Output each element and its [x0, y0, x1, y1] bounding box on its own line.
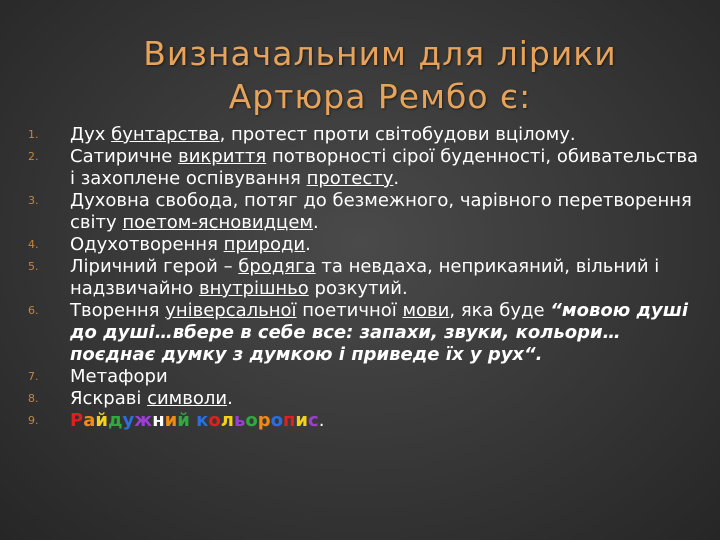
item-number: 5.: [28, 260, 39, 273]
rainbow-letter: н: [152, 410, 165, 431]
list-item: [28, 410, 698, 432]
rainbow-letter: о: [270, 410, 283, 431]
rainbow-letter: о: [208, 410, 221, 431]
rainbow-letter: ж: [134, 410, 153, 431]
item-number: 2.: [28, 150, 39, 163]
item-text: Дух: [70, 124, 112, 145]
list-item: [28, 190, 698, 234]
item-text: та невдаха, неприкаяний, вільний і надзвичайно: [70, 256, 660, 299]
item-text: Метафори: [70, 366, 168, 387]
list-item: [28, 256, 698, 300]
item-number: 3.: [28, 194, 39, 207]
rainbow-letter: Р: [70, 410, 84, 431]
list-item: [28, 300, 698, 366]
underlined-term: поетом-ясновидцем: [122, 212, 313, 233]
item-number: 6.: [28, 304, 39, 317]
item-text: Одухотворення: [70, 234, 224, 255]
underlined-term: мови: [402, 300, 450, 321]
title-line-2: Артюра Рембо є:: [228, 77, 532, 116]
rainbow-letter: й: [177, 410, 190, 431]
rainbow-text: [70, 410, 319, 431]
rainbow-letter: р: [257, 410, 271, 431]
underlined-term: універсальної: [165, 300, 297, 321]
underlined-term: бунтарства: [111, 124, 220, 145]
list-item: [28, 146, 698, 190]
rainbow-letter: у: [122, 410, 135, 431]
item-text: .: [393, 168, 400, 189]
rainbow-letter: к: [196, 410, 209, 431]
item-text: Яскраві: [70, 388, 148, 409]
item-number: 1.: [28, 128, 39, 141]
item-text: потворності сірої буденності, обивательства і захоплене оспівування: [70, 146, 698, 189]
item-text: Творення: [70, 300, 166, 321]
underlined-term: викриття: [178, 146, 267, 167]
item-number: 7.: [28, 370, 39, 383]
item-text: Духовна свобода, потяг до безмежного, чарівного перетворення світу: [70, 190, 692, 233]
list-item: [28, 124, 698, 146]
rainbow-letter: л: [220, 410, 234, 431]
item-number: 8.: [28, 392, 39, 405]
underlined-term: протесту: [306, 168, 394, 189]
list-item: [28, 366, 698, 388]
underlined-term: бродяга: [238, 256, 316, 277]
rainbow-letter: д: [107, 410, 123, 431]
rainbow-letter: и: [295, 410, 309, 431]
item-text: .: [312, 212, 319, 233]
item-text: розкутий.: [308, 278, 408, 299]
rainbow-letter: с: [308, 410, 319, 431]
slide-title: [80, 32, 680, 118]
rainbow-letter: й: [95, 410, 108, 431]
item-text: , яка буде: [449, 300, 551, 321]
feature-list: [28, 124, 698, 432]
underlined-term: символи: [147, 388, 228, 409]
item-text: .: [318, 410, 325, 431]
title-line-1: Визначальним для лірики: [143, 34, 617, 73]
item-text: .: [305, 234, 311, 255]
underlined-term: природи: [223, 234, 306, 255]
rainbow-letter: п: [282, 410, 296, 431]
item-text: Сатиричне: [70, 146, 179, 167]
rainbow-letter: о: [245, 410, 258, 431]
list-item: [28, 388, 698, 410]
item-number: 9.: [28, 414, 39, 427]
rainbow-letter: и: [164, 410, 178, 431]
item-text: поетичної: [296, 300, 403, 321]
item-text: , протест проти світобудови вцілому.: [219, 124, 576, 145]
item-number: 4.: [28, 238, 39, 251]
underlined-term: внутрішньо: [199, 278, 309, 299]
rainbow-letter: ь: [233, 410, 246, 431]
quote-text: “мовою душі до душі…вбере в себе все: запахи, звуки, кольори…поєднає думку з думкою і приведе їх у рух“.: [70, 300, 689, 365]
rainbow-letter: а: [83, 410, 96, 431]
item-text: Ліричний герой –: [70, 256, 239, 277]
item-text: .: [227, 388, 233, 409]
list-item: [28, 234, 698, 256]
